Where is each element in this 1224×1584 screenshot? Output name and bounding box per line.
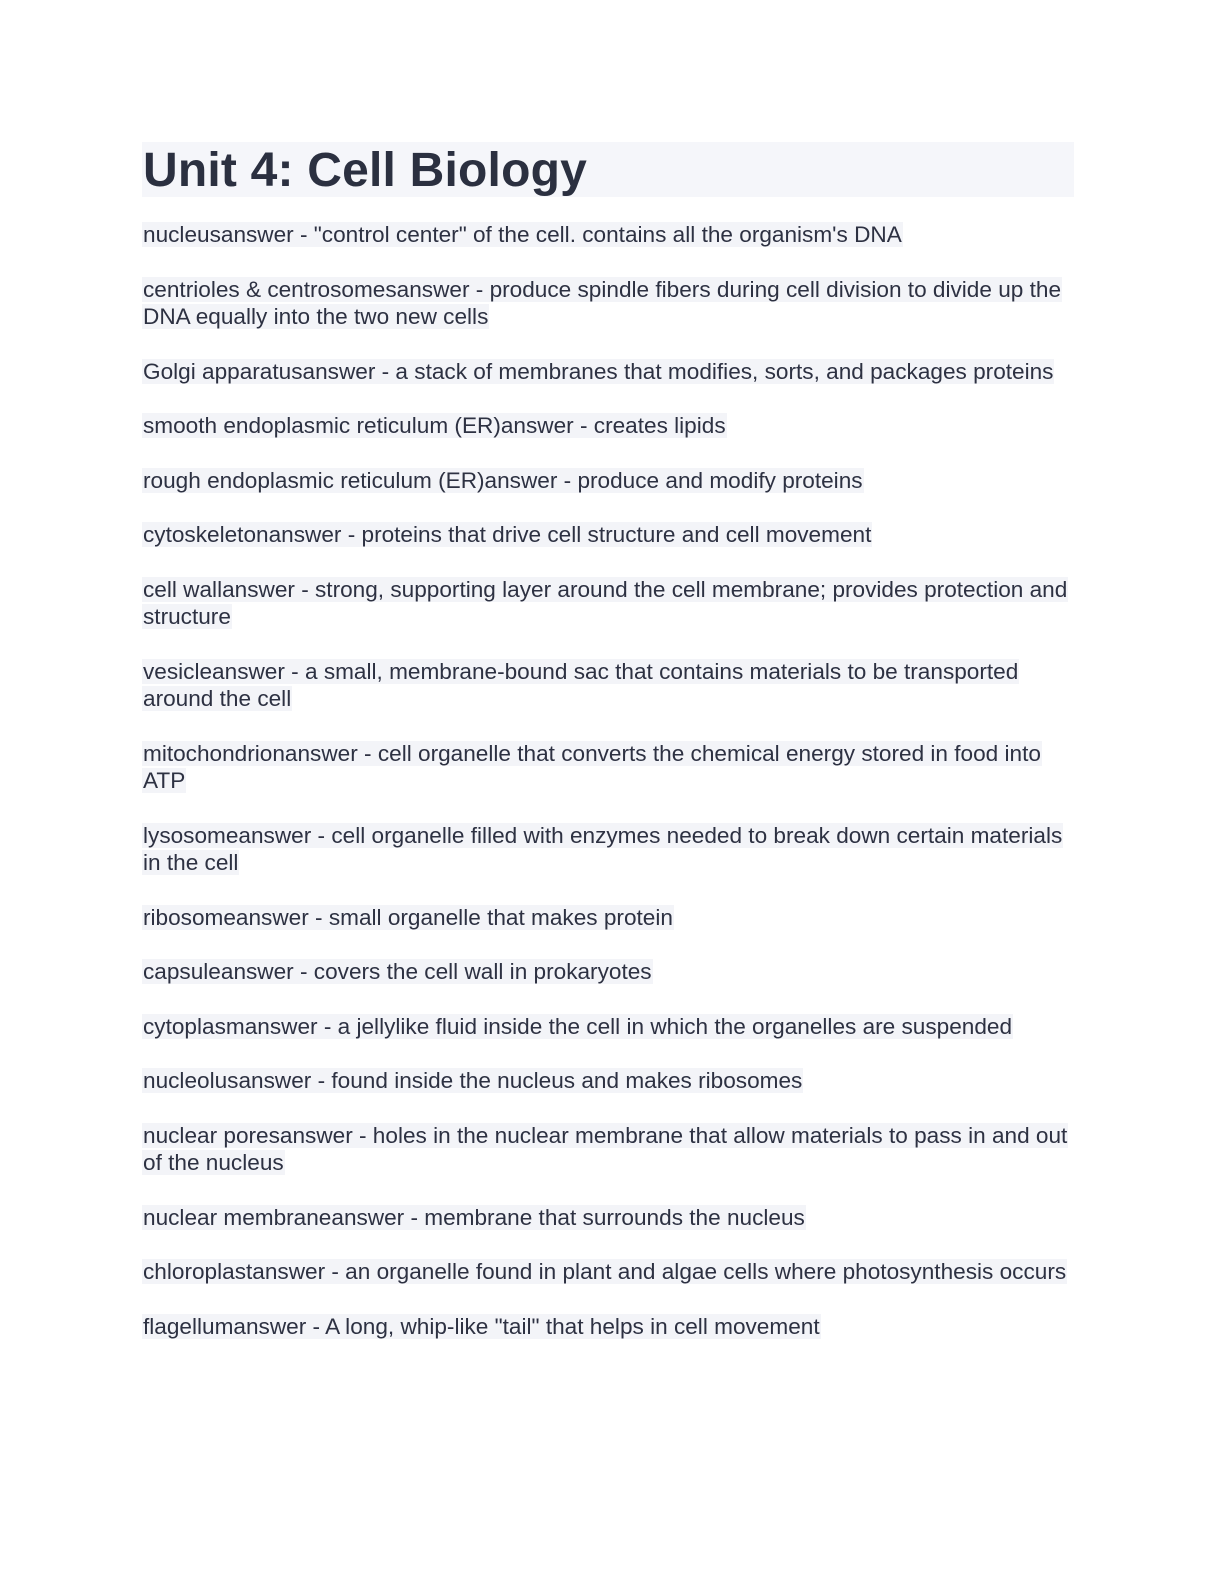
page-title: Unit 4: Cell Biology	[143, 144, 588, 197]
list-item	[142, 467, 1074, 495]
entry-text: capsuleanswer - covers the cell wall in prokaryotes	[143, 959, 652, 984]
entry-text: chloroplastanswer - an organelle found in plant and algae cells where photosynthesis occurs	[143, 1259, 1067, 1284]
entry-text: ribosomeanswer - small organelle that makes protein	[143, 904, 673, 930]
entry-text: mitochondrionanswer - cell organelle that converts the chemical energy stored in food into ATP	[143, 740, 1041, 793]
list-item	[142, 358, 1074, 386]
list-item	[142, 576, 1074, 631]
entry-text: flagellumanswer - A long, whip-like "tail" that helps in cell movement	[143, 1313, 820, 1339]
entry-text: nuclear poresanswer - holes in the nuclear membrane that allow materials to pass in and out of the nucleus	[143, 1122, 1068, 1175]
list-item	[142, 276, 1074, 331]
entry-text: cytoskeletonanswer - proteins that drive cell structure and cell movement	[143, 522, 872, 547]
entry-text: cytoplasmanswer - a jellylike fluid inside the cell in which the organelles are suspended	[143, 1013, 1013, 1039]
entry-text: nucleusanswer - "control center" of the cell. contains all the organism's DNA	[143, 222, 902, 247]
entry-text: nucleolusanswer - found inside the nucleus and makes ribosomes	[143, 1068, 803, 1093]
entry-text: lysosomeanswer - cell organelle filled with enzymes needed to break down certain materials in the cell	[143, 822, 1063, 875]
list-item	[142, 1204, 1074, 1232]
entry-text: nuclear membraneanswer - membrane that surrounds the nucleus	[143, 1204, 805, 1230]
list-item	[142, 740, 1074, 795]
list-item	[142, 822, 1074, 877]
list-item	[142, 1258, 1074, 1286]
list-item	[142, 658, 1074, 713]
list-item	[142, 1067, 1074, 1095]
list-item	[142, 904, 1074, 932]
entry-text: smooth endoplasmic reticulum (ER)answer - creates lipids	[143, 413, 726, 438]
entry-text: centrioles & centrosomesanswer - produce spindle fibers during cell division to divide up the DNA equally into the two new cells	[143, 276, 1062, 329]
document-page	[142, 142, 1074, 1367]
entry-list	[142, 221, 1074, 1340]
list-item	[142, 1313, 1074, 1341]
entry-text: cell wallanswer - strong, supporting layer around the cell membrane; provides protection and structure	[143, 576, 1068, 629]
entry-text: vesicleanswer - a small, membrane-bound sac that contains materials to be transported around the cell	[143, 658, 1019, 711]
entry-text: Golgi apparatusanswer - a stack of membranes that modifies, sorts, and packages proteins	[143, 358, 1054, 384]
list-item	[142, 1122, 1074, 1177]
entry-text: rough endoplasmic reticulum (ER)answer - produce and modify proteins	[143, 467, 863, 493]
list-item	[142, 221, 1074, 249]
list-item	[142, 958, 1074, 986]
list-item	[142, 1013, 1074, 1041]
list-item	[142, 521, 1074, 549]
list-item	[142, 412, 1074, 440]
title-bar	[142, 142, 1074, 197]
